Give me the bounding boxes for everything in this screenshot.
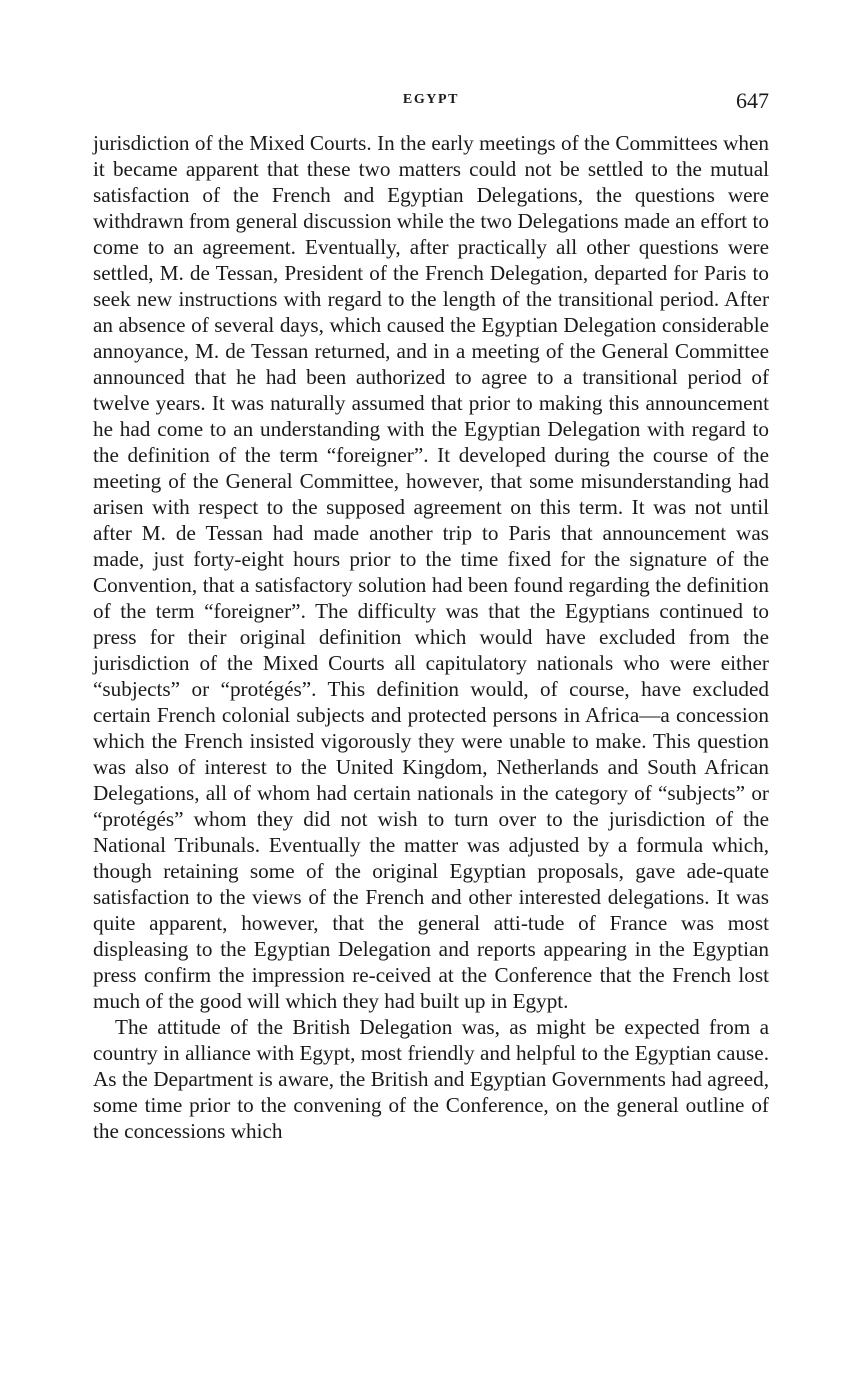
paragraph-british-delegation: The attitude of the British Delegation was, as might be expected from a country in alliance with Egypt, most friendly and helpful to the Egyptian cause. As the Department is aware, the British and Egyptian Governments had agreed, some time prior to the convening of the Conference, on the general outline of the concessions which (93, 1015, 769, 1143)
body-text (93, 130, 769, 1144)
paragraph-continued: jurisdiction of the Mixed Courts. In the early meetings of the Committees when it became apparent that these two matters could not be settled to the mutual satisfaction of the French and Egyptian Delegations, the questions were withdrawn from general discussion while the two Delegations made an effort to come to an agreement. Eventually, after practically all other questions were settled, M. de Tessan, President of the French Delegation, departed for Paris to seek new instructions with regard to the length of the transitional period. After an absence of several days, which caused the Egyptian Delegation considerable annoyance, M. de Tessan returned, and in a meeting of the General Committee announced that he had been authorized to agree to a transitional period of twelve years. It was naturally assumed that prior to making this announcement he had come to an understanding with the Egyptian Delegation with regard to the definition of the term “foreigner”. It developed during the course of the meeting of the General Committee, however, that some misunderstanding had arisen with respect to the supposed agreement on this term. It was not until after M. de Tessan had made another trip to Paris that announcement was made, just forty-eight hours prior to the time fixed for the signature of the Convention, that a satisfactory solution had been found regarding the definition of the term “foreigner”. The difficulty was that the Egyptians continued to press for their original definition which would have excluded from the jurisdiction of the Mixed Courts all capitulatory nationals who were either “subjects” or “protégés”. This definition would, of course, have excluded certain French colonial subjects and protected persons in Africa—a concession which the French insisted vigorously they were unable to make. This question was also of interest to the United Kingdom, Netherlands and South African Delegations, all of whom had certain nationals in the category of “subjects” or “protégés” whom they did not wish to turn over to the jurisdiction of the National Tribunals. Eventually the matter was adjusted by a formula which, though retaining some of the original Egyptian proposals, gave ade-quate satisfaction to the views of the French and other interested delegations. It was quite apparent, however, that the general atti-tude of France was most displeasing to the Egyptian Delegation and reports appearing in the Egyptian press confirm the impression re-ceived at the Conference that the French lost much of the good will which they had built up in Egypt. (93, 131, 769, 1013)
running-head (93, 88, 769, 112)
page-number: 647 (736, 88, 769, 113)
section-title: EGYPT (402, 92, 460, 107)
